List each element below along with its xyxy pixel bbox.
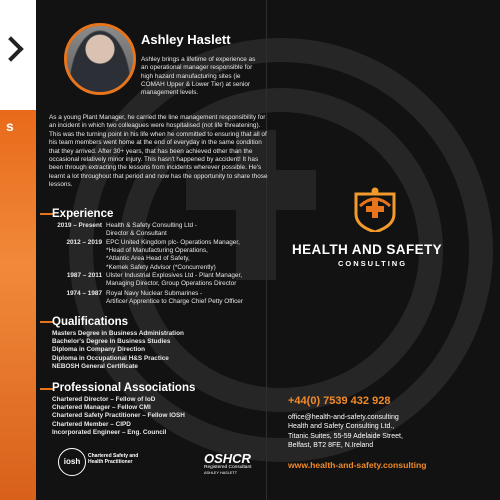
list-item: Chartered Member – CIPD: [52, 420, 131, 428]
qualifications-list: [52, 330, 184, 371]
iosh-caption: Chartered Safety and Health Practitioner: [88, 453, 139, 465]
contact-block: [288, 413, 403, 451]
company-name: HEALTH AND SAFETY: [292, 242, 443, 257]
contact-email[interactable]: office@health-and-safety.consulting: [288, 414, 399, 421]
list-item: Chartered Director – Fellow of IoD: [52, 396, 156, 403]
list-item: Masters Degree in Business Administration: [52, 330, 184, 337]
associations-list: [52, 396, 185, 437]
list-item: Diploma in Occupational H&S Practice: [52, 354, 169, 362]
company-subtitle: CONSULTING: [338, 259, 408, 268]
fragment-mark: s: [6, 118, 14, 134]
list-item: Chartered Safety Practitioner – Fellow IOSH: [52, 412, 185, 420]
oshcr-caption: Registered Consultant ASHLEY HASLETT: [204, 465, 252, 475]
address-line: Belfast, BT2 8FE, N.Ireland: [288, 442, 374, 450]
list-item: Diploma in Company Direction: [52, 346, 146, 354]
profile-name: Ashley Haslett: [141, 32, 231, 47]
profile-photo: [64, 23, 136, 95]
oshcr-logo: OSHCR: [204, 451, 251, 466]
contact-phone[interactable]: +44(0) 7539 432 928: [288, 395, 391, 407]
chevron-mark-icon: [0, 36, 24, 61]
adjacent-page-edge: [0, 0, 36, 500]
associations-heading: Professional Associations: [52, 382, 196, 394]
address-line: Health and Safety Consulting Ltd.,: [288, 423, 395, 431]
profile-intro: Ashley brings a lifetime of experience as an operational manager responsible for high hazard manufacturing sites (ie COMAH Upper & Lower Tier) at senior management levels.: [141, 56, 256, 97]
iosh-logo: iosh: [58, 448, 86, 476]
website-link[interactable]: www.health-and-safety.consulting: [288, 460, 427, 470]
list-item: Chartered Manager – Fellow CMI: [52, 404, 151, 412]
experience-heading: Experience: [52, 208, 114, 220]
orange-photo-strip: [0, 110, 36, 500]
list-item: Incorporated Engineer – Eng. Council: [52, 428, 167, 436]
list-item: NEBOSH General Certificate: [52, 362, 138, 370]
list-item: Bachelor's Degree in Business Studies: [52, 338, 171, 346]
address-line: Titanic Suites, 55-59 Adelaide Street,: [288, 432, 403, 440]
profile-bio: As a young Plant Manager, he carried the line management responsibility for an incident in which two colleagues were hospitalised (not life threatening). This was the turning point in his life when he committed to ensuring that all of his team members went home at the end of everyday in the same condition that they arrived. After 30+ years, that has been achieved other than the occasional relatively minor injury. This hasn't happened by accident! It has been through extracting the lessons from incidents wherever possible. He's learnt a lot throughout that period and now has the opportunity to share those lessons.: [49, 114, 268, 189]
qualifications-heading: Qualifications: [52, 316, 129, 328]
company-logo-icon: [350, 186, 400, 232]
